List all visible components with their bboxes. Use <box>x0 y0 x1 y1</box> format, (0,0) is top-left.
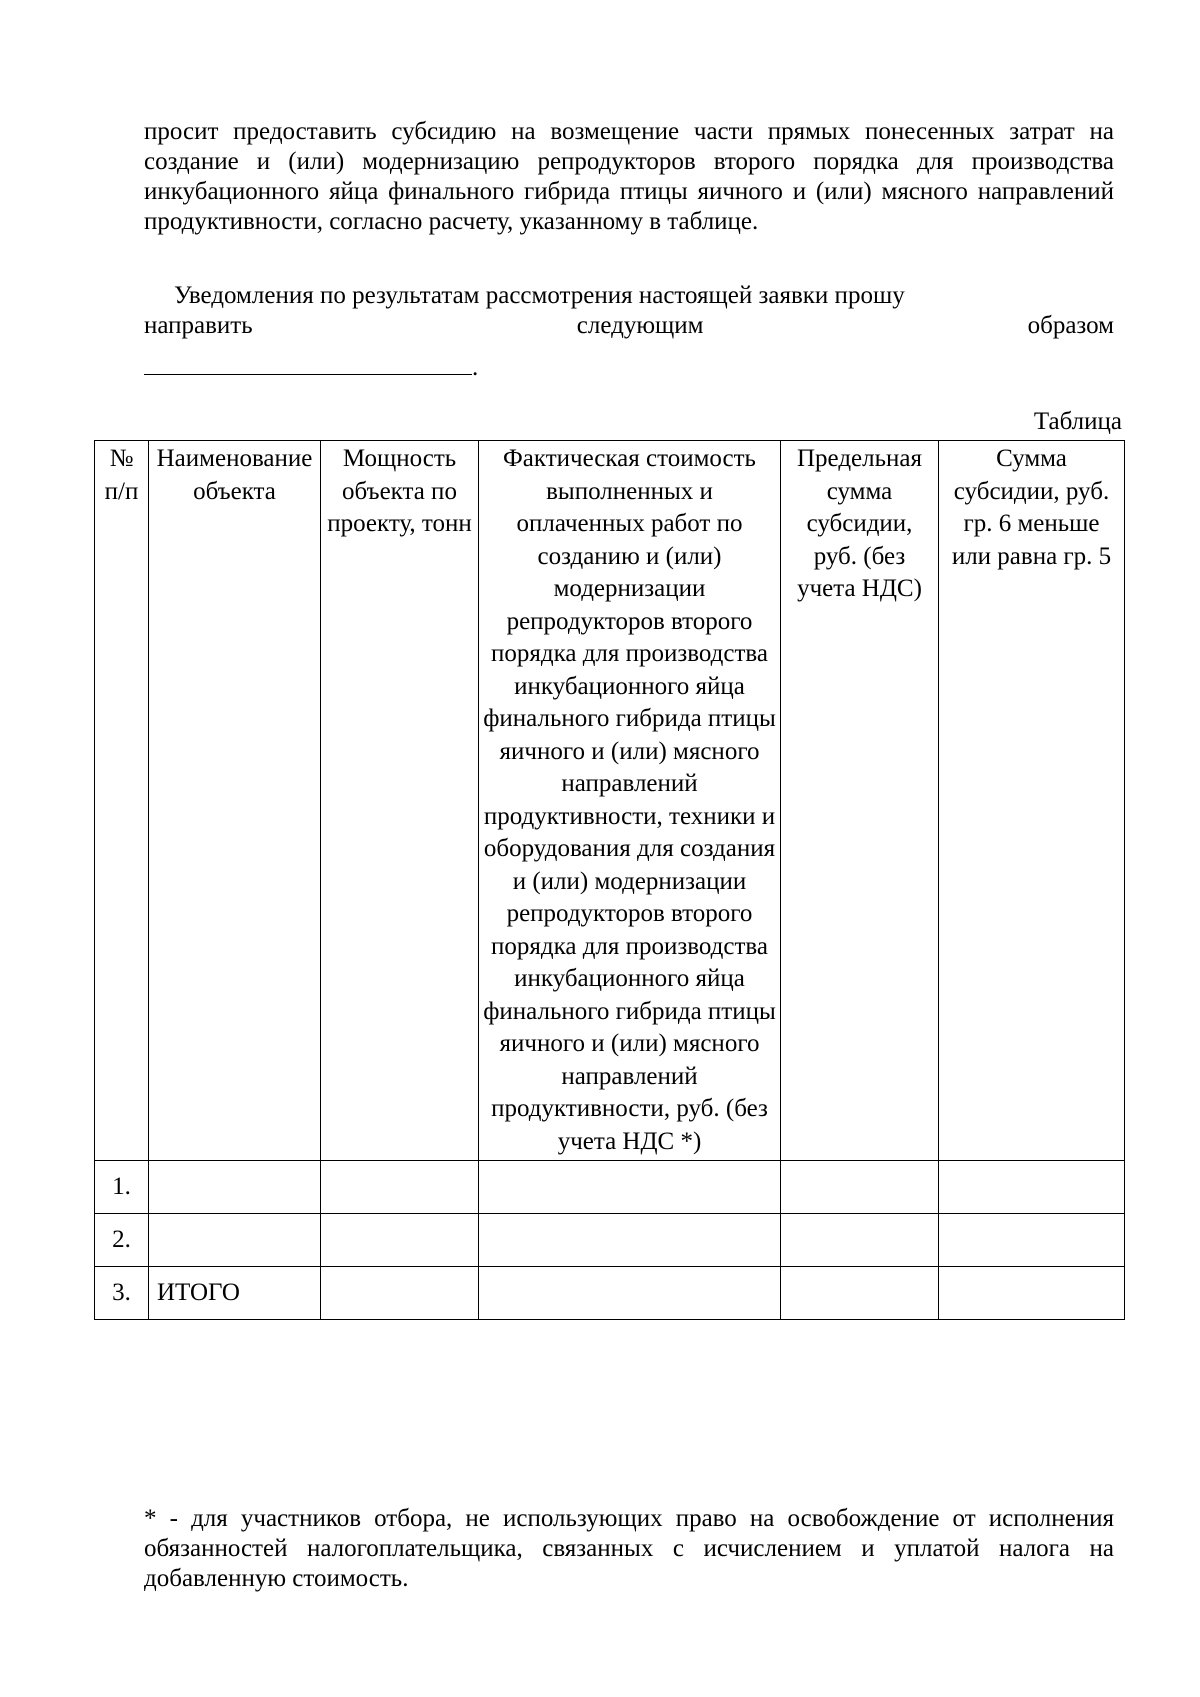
notification-word-following: следующим <box>576 312 704 339</box>
table-total-row <box>95 1267 1125 1320</box>
notification-method-blank[interactable] <box>144 364 472 375</box>
amount-cell[interactable] <box>939 1214 1125 1267</box>
row-number: 2. <box>95 1214 149 1267</box>
limit-cell[interactable] <box>781 1214 939 1267</box>
notification-method-row <box>144 311 1114 341</box>
table-header-row <box>95 441 1125 1161</box>
header-object-name: Наименование объекта <box>149 441 321 1161</box>
cost-cell[interactable] <box>479 1214 781 1267</box>
capacity-cell[interactable] <box>321 1161 479 1214</box>
object-name-cell[interactable] <box>149 1214 321 1267</box>
amount-cell[interactable] <box>939 1161 1125 1214</box>
capacity-cell[interactable] <box>321 1267 479 1320</box>
header-limit-amount: Предельная сумма субсидии, руб. (без учета НДС) <box>781 441 939 1161</box>
row-number: 3. <box>95 1267 149 1320</box>
header-subsidy-amount: Сумма субсидии, руб. гр. 6 меньше или равна гр. 5 <box>939 441 1125 1161</box>
header-number: № п/п <box>95 441 149 1161</box>
object-name-cell[interactable] <box>149 1161 321 1214</box>
table-row <box>95 1214 1125 1267</box>
notification-word-manner: образом <box>1027 312 1114 339</box>
cost-cell[interactable] <box>479 1267 781 1320</box>
limit-cell[interactable] <box>781 1161 939 1214</box>
notification-text: Уведомления по результатам рассмотрения настоящей заявки прошу <box>174 282 905 309</box>
row-number: 1. <box>95 1161 149 1214</box>
amount-cell[interactable] <box>939 1267 1125 1320</box>
subsidy-table <box>94 440 1125 1320</box>
table-row <box>95 1161 1125 1214</box>
total-label-cell: ИТОГО <box>149 1267 321 1320</box>
notification-method-blank-row <box>144 353 1114 383</box>
footnote: * - для участников отбора, не использующих право на освобождение от исполнения обязанностей налогоплательщика, связанных с исчислением и уплатой налога на добавленную стоимость. <box>144 1505 1114 1592</box>
notification-end-period: . <box>472 354 479 381</box>
table-caption: Таблица <box>1033 408 1122 435</box>
notification-paragraph <box>144 281 1114 383</box>
header-capacity: Мощность объекта по проекту, тонн <box>321 441 479 1161</box>
intro-paragraph: просит предоставить субсидию на возмещение части прямых понесенных затрат на создание и (или) модернизацию репродукторов второго порядка для производства инкубационного яйца финального гибрида птицы яичного и (или) мясного направлений продуктивности, согласно расчету, указанному в таблице. <box>144 118 1114 235</box>
notification-word-send: направить <box>144 312 253 339</box>
header-actual-cost: Фактическая стоимость выполненных и оплаченных работ по созданию и (или) модернизации репродукторов второго порядка для производства инкубационного яйца финального гибрида птицы яичного и (или) мясного направлений продуктивности, техники и оборудования для создания и (или) модернизации репродукторов второго порядка для производства инкубационного яйца финального гибрида птицы яичного и (или) мясного направлений продуктивности, руб. (без учета НДС *) <box>479 441 781 1161</box>
limit-cell[interactable] <box>781 1267 939 1320</box>
cost-cell[interactable] <box>479 1161 781 1214</box>
capacity-cell[interactable] <box>321 1214 479 1267</box>
